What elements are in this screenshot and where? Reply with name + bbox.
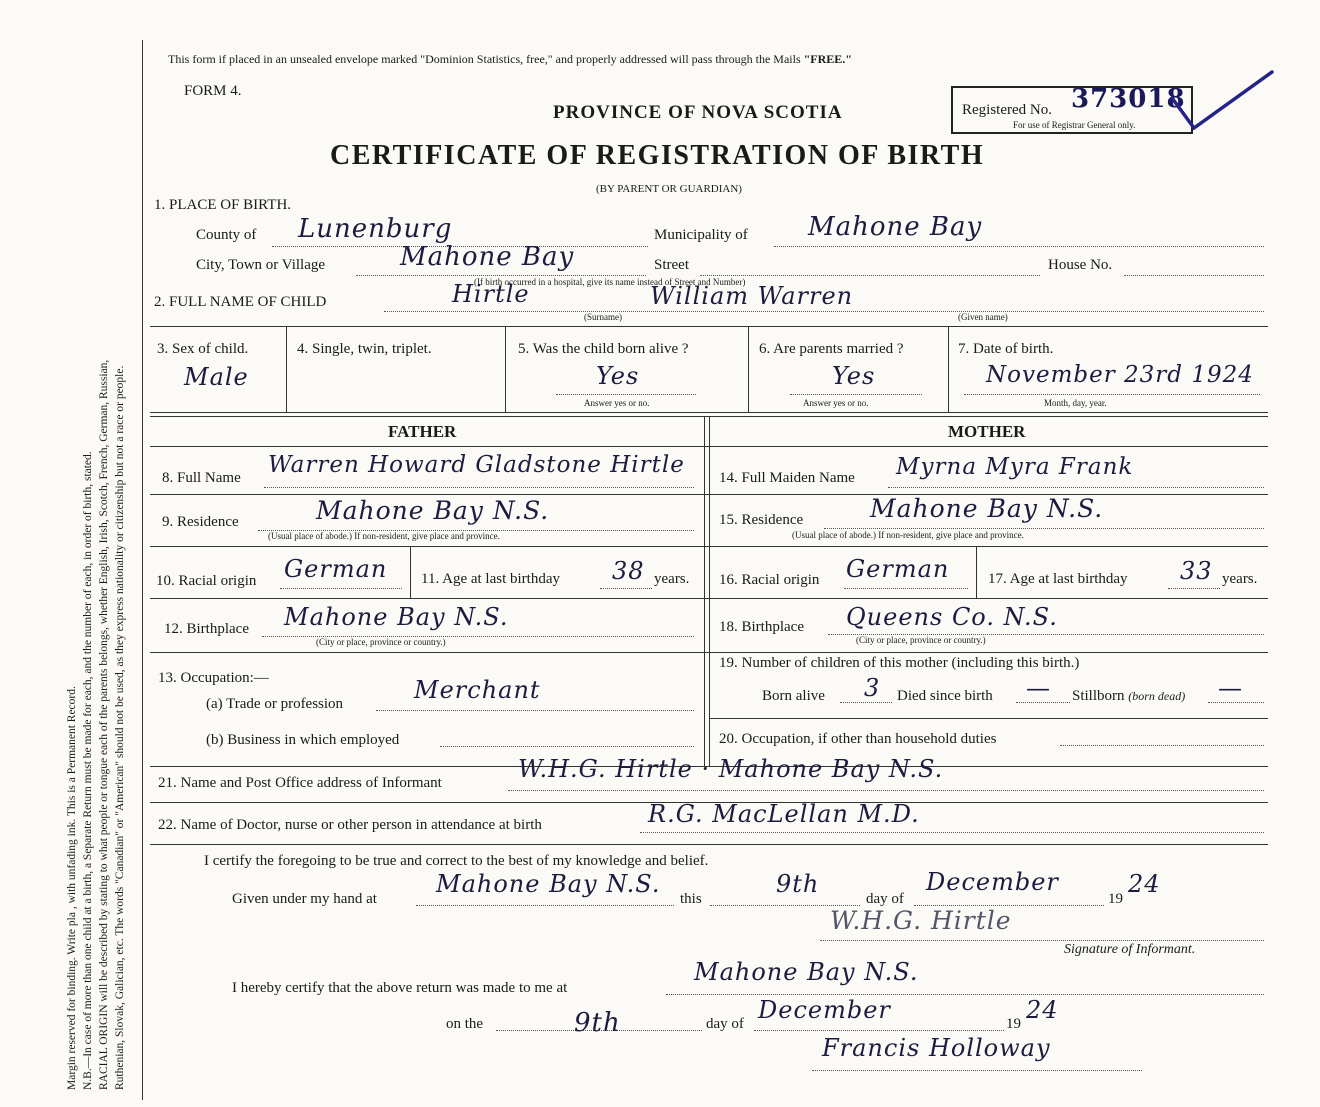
mother-birthplace-caption: (City or place, province or country.) — [856, 635, 986, 645]
registrar-month-value: December — [758, 996, 891, 1024]
rule-row12 — [150, 652, 1268, 653]
registrar-year-value: 24 — [1026, 996, 1059, 1024]
mother-residence-line — [824, 528, 1264, 529]
registered-number: 373018 — [1071, 84, 1186, 114]
certify-statement: I certify the foregoing to be true and correct to the best of my knowledge and belief. — [204, 853, 709, 869]
mother-occupation-label: 20. Occupation, if other than household duties — [719, 731, 997, 747]
binding-margin — [0, 0, 140, 1107]
rule-parents-heading — [150, 446, 1268, 447]
province-heading: PROVINCE OF NOVA SCOTIA — [553, 102, 843, 123]
child-surname-value: Hirtle — [452, 280, 530, 308]
municipality-label: Municipality of — [654, 227, 748, 243]
this-label: this — [680, 891, 702, 907]
city-line — [356, 275, 646, 276]
father-residence-label: 9. Residence — [162, 514, 239, 530]
child-given-value: William Warren — [650, 282, 854, 310]
father-name-line — [264, 487, 694, 488]
father-heading: FATHER — [388, 422, 457, 441]
died-label: Died since birth — [897, 688, 993, 704]
father-name-label: 8. Full Name — [162, 470, 241, 486]
registrar-signature: Francis Holloway — [822, 1034, 1051, 1062]
father-trade-line — [376, 710, 694, 711]
rule-col-4 — [505, 326, 506, 412]
born-alive-line — [840, 702, 892, 703]
surname-caption: (Surname) — [584, 312, 622, 322]
registrar-day-value: 9th — [574, 1008, 621, 1038]
father-trade-value: Merchant — [414, 676, 541, 704]
father-birthplace-value: Mahone Bay N.S. — [284, 603, 509, 631]
doctor-line — [640, 832, 1264, 833]
stillborn-label-text: Stillborn — [1072, 688, 1125, 704]
registrar-place-line — [666, 994, 1264, 995]
rule-father-age — [410, 546, 411, 598]
mother-name-line — [888, 487, 1264, 488]
given-label: Given under my hand at — [232, 891, 377, 907]
check-mark-icon — [1168, 68, 1278, 138]
registrar-on-label: on the — [446, 1016, 484, 1032]
certificate-title: CERTIFICATE OF REGISTRATION OF BIRTH — [330, 140, 985, 171]
mother-race-line — [844, 588, 968, 589]
dob-line — [964, 394, 1260, 395]
father-business-line — [440, 746, 694, 747]
children-label: 19. Number of children of this mother (including this birth.) — [719, 655, 1080, 671]
sex-value: Male — [184, 363, 249, 391]
registrar-month-line — [754, 1030, 1004, 1031]
municipality-value: Mahone Bay — [808, 212, 983, 242]
rule-parents-center-b — [709, 416, 710, 766]
father-age-line — [600, 588, 652, 589]
municipality-line — [774, 246, 1264, 247]
doctor-value: R.G. MacLellan M.D. — [648, 800, 920, 828]
child-name-label: 2. FULL NAME OF CHILD — [154, 294, 327, 310]
mother-birthplace-label: 18. Birthplace — [719, 619, 804, 635]
rule-row10 — [150, 598, 1268, 599]
father-trade-label: (a) Trade or profession — [206, 696, 344, 712]
alive-label: 5. Was the child born alive ? — [518, 341, 689, 357]
died-value: — — [1026, 674, 1051, 702]
given-day-value: 9th — [776, 870, 820, 898]
margin-line-2: N.B.—In case of more than one child at a birth, a Separate Return must be made for each, and the number of each, in order of birth, stated. — [82, 451, 94, 1090]
mother-residence-value: Mahone Bay N.S. — [870, 494, 1104, 523]
registrar-place-value: Mahone Bay N.S. — [694, 958, 919, 986]
father-residence-caption: (Usual place of abode.) If non-resident, give place and province. — [268, 531, 500, 541]
mother-birthplace-value: Queens Co. N.S. — [846, 603, 1058, 631]
stillborn-value: — — [1218, 674, 1243, 702]
dob-value: November 23rd 1924 — [986, 362, 1254, 388]
rule-col-5 — [748, 326, 749, 412]
informant-label: 21. Name and Post Office address of Informant — [158, 775, 442, 791]
given-place-value: Mahone Bay N.S. — [436, 870, 661, 898]
father-occupation-label: 13. Occupation:— — [158, 670, 269, 686]
dob-caption: Month, day, year. — [1044, 398, 1107, 408]
rule-row19 — [709, 718, 1268, 719]
free-notice: This form if placed in an unsealed envelope marked "Dominion Statistics, free," and properly addressed will pass through the Mails "FREE." — [168, 52, 852, 66]
doctor-label: 22. Name of Doctor, nurse or other person in attendance at birth — [158, 817, 542, 833]
registered-box — [951, 86, 1193, 134]
mother-age-line — [1168, 588, 1220, 589]
father-name-value: Warren Howard Gladstone Hirtle — [268, 452, 685, 478]
rule-row22 — [150, 844, 1268, 845]
margin-rule — [142, 40, 143, 1100]
dob-label: 7. Date of birth. — [958, 341, 1054, 357]
married-label: 6. Are parents married ? — [759, 341, 904, 357]
rule-col-3 — [286, 326, 287, 412]
mother-age-value: 33 — [1180, 557, 1213, 585]
mother-name-value: Myrna Myra Frank — [896, 454, 1134, 480]
city-label: City, Town or Village — [196, 257, 326, 273]
mother-heading: MOTHER — [948, 422, 1026, 441]
father-business-label: (b) Business in which employed — [206, 732, 400, 748]
registrar-day-of-label: day of — [706, 1016, 744, 1032]
given-month-value: December — [926, 868, 1059, 896]
registrar-note: For use of Registrar General only. — [1013, 120, 1136, 130]
registered-label: Registered No. — [962, 102, 1052, 118]
place-heading: 1. PLACE OF BIRTH. — [154, 197, 292, 213]
father-age-label: 11. Age at last birthday — [421, 571, 560, 587]
form-number: FORM 4. — [184, 83, 242, 99]
born-alive-value: 3 — [864, 674, 881, 702]
rule-row3-top — [150, 326, 1268, 327]
rule-row3-bottom — [150, 412, 1268, 413]
plurality-label: 4. Single, twin, triplet. — [297, 341, 432, 357]
city-value: Mahone Bay — [400, 242, 575, 272]
stillborn-line — [1208, 702, 1264, 703]
county-label: County of — [196, 227, 257, 243]
married-caption: Answer yes or no. — [803, 398, 869, 408]
given-day-of-label: day of — [866, 891, 904, 907]
registrar-year-prefix: 19 — [1006, 1016, 1021, 1032]
rule-col-6 — [948, 326, 949, 412]
hospital-note: (If birth occurred in a hospital, give its name instead of Street and Number) — [474, 277, 746, 287]
informant-line — [508, 790, 1264, 791]
died-line — [1016, 702, 1070, 703]
street-label: Street — [654, 257, 689, 273]
father-race-line — [280, 588, 402, 589]
given-caption: (Given name) — [958, 312, 1008, 322]
informant-value: W.H.G. Hirtle · Mahone Bay N.S. — [518, 755, 944, 783]
rule-mother-age — [976, 546, 977, 598]
mother-residence-label: 15. Residence — [719, 512, 804, 528]
stillborn-note: (born dead) — [1128, 689, 1186, 703]
margin-line-3: RACIAL ORIGIN will be described by stating to what people or tongue each of the parents belongs, whether English, Irish, Scotch, French, German, Russian, — [98, 359, 110, 1090]
county-value: Lunenburg — [298, 214, 453, 244]
alive-line — [556, 394, 696, 395]
father-birthplace-caption: (City or place, province or country.) — [316, 637, 446, 647]
alive-value: Yes — [596, 362, 640, 390]
informant-signature: W.H.G. Hirtle — [830, 906, 1012, 935]
mother-years-label: years. — [1222, 571, 1258, 587]
margin-line-1: Margin reserved for binding. Write pla , with unfading ink. This is a Permanent Record. — [66, 686, 78, 1090]
certificate-subtitle: (BY PARENT OR GUARDIAN) — [596, 183, 742, 195]
father-age-value: 38 — [612, 557, 645, 585]
father-birthplace-label: 12. Birthplace — [164, 621, 249, 637]
given-year-prefix: 19 — [1108, 891, 1123, 907]
mother-name-label: 14. Full Maiden Name — [719, 470, 855, 486]
margin-line-4: Ruthenian, Slovak, Galician, etc. The words "Canadian" or "American" should not be used, as they express nationality or citizenship but not a race or people. — [114, 365, 126, 1090]
married-line — [790, 394, 922, 395]
child-name-line — [384, 311, 1264, 312]
signature-caption: Signature of Informant. — [1064, 942, 1196, 957]
rule-parents-center-a — [704, 416, 705, 766]
mother-race-label: 16. Racial origin — [719, 572, 820, 588]
mother-occupation-line — [1060, 745, 1264, 746]
born-alive-label: Born alive — [762, 688, 825, 704]
street-line — [700, 275, 1040, 276]
sex-label: 3. Sex of child. — [157, 341, 249, 357]
house-label: House No. — [1048, 257, 1113, 273]
given-place-line — [416, 905, 674, 906]
rule-row9 — [150, 546, 1268, 547]
registrar-statement: I hereby certify that the above return was made to me at — [232, 980, 568, 996]
father-years-label: years. — [654, 571, 690, 587]
mother-residence-caption: (Usual place of abode.) If non-resident, give place and province. — [792, 530, 1024, 540]
father-race-label: 10. Racial origin — [156, 573, 257, 589]
alive-caption: Answer yes or no. — [584, 398, 650, 408]
informant-signature-line — [820, 940, 1264, 941]
father-residence-value: Mahone Bay N.S. — [316, 496, 550, 525]
married-value: Yes — [832, 362, 876, 390]
given-year-value: 24 — [1128, 870, 1161, 898]
mother-race-value: German — [846, 555, 950, 583]
house-line — [1124, 275, 1264, 276]
registrar-signature-line — [812, 1070, 1142, 1071]
father-race-value: German — [284, 555, 388, 583]
stillborn-label — [1072, 688, 1185, 705]
mother-age-label: 17. Age at last birthday — [988, 571, 1128, 587]
